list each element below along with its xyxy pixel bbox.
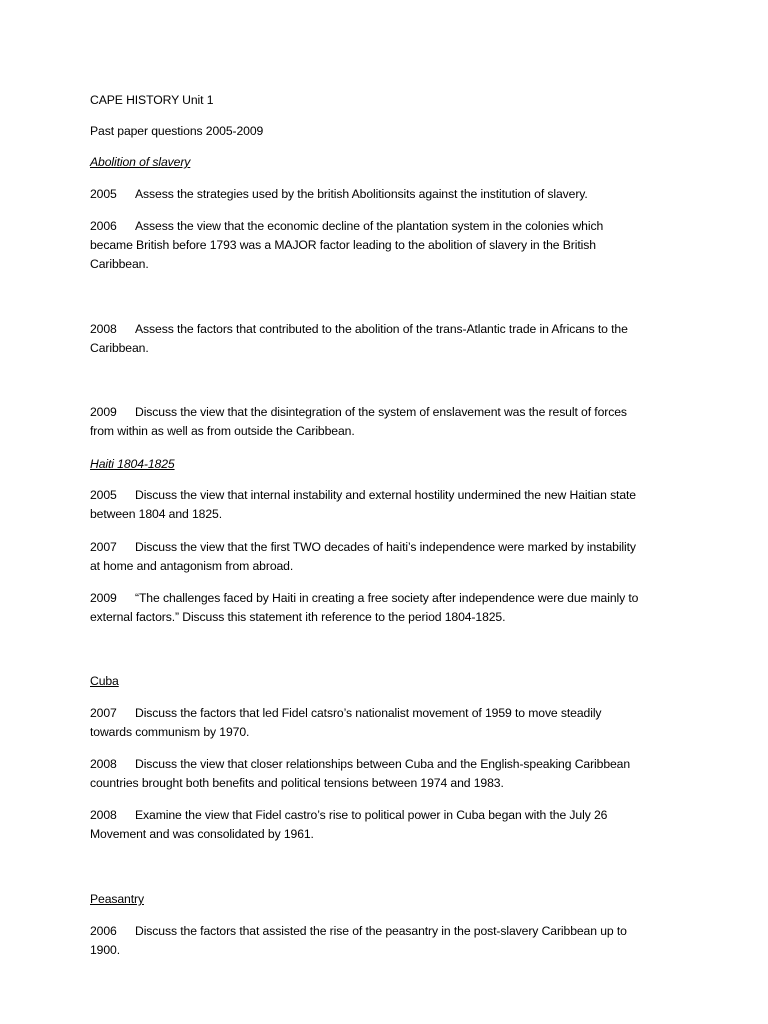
question-line <box>90 218 603 234</box>
question-text: Assess the factors that contributed to the abolition of the trans-Atlantic trade in Africans to the <box>135 322 628 336</box>
question-text: “The challenges faced by Haiti in creating a free society after independence were due mainly to <box>135 591 639 605</box>
question-line <box>90 404 627 420</box>
section-heading-haiti: Haiti 1804-1825 <box>90 457 175 471</box>
question-text: Discuss the factors that led Fidel catsro’s nationalist movement of 1959 to move steadily <box>135 706 602 720</box>
question-line <box>90 923 627 939</box>
question-text: Discuss the view that the first TWO decades of haiti’s independence were marked by instability <box>135 540 636 554</box>
question-text: Movement and was consolidated by 1961. <box>90 827 314 841</box>
question-text: Discuss the view that the disintegration of the system of enslavement was the result of forces <box>135 405 627 419</box>
question-year: 2009 <box>90 591 117 605</box>
question-text: became British before 1793 was a MAJOR factor leading to the abolition of slavery in the British <box>90 238 596 252</box>
question-text: between 1804 and 1825. <box>90 507 222 521</box>
question-text: Assess the strategies used by the british Abolitionsits against the institution of slavery. <box>135 187 588 201</box>
question-year: 2007 <box>90 706 117 720</box>
question-year: 2009 <box>90 405 117 419</box>
section-heading-abolition: Abolition of slavery <box>90 155 191 169</box>
question-text: Discuss the view that internal instability and external hostility undermined the new Haitian state <box>135 488 636 502</box>
question-text: external factors.” Discuss this statement ith reference to the period 1804-1825. <box>90 610 506 624</box>
question-line <box>90 590 638 606</box>
question-line <box>90 186 588 202</box>
question-line <box>90 756 630 772</box>
document-subtitle: Past paper questions 2005-2009 <box>90 124 264 138</box>
question-line <box>90 321 628 337</box>
question-text: Caribbean. <box>90 341 149 355</box>
question-year: 2005 <box>90 187 117 201</box>
question-text: countries brought both benefits and political tensions between 1974 and 1983. <box>90 776 504 790</box>
question-line <box>90 807 607 823</box>
section-heading-peasantry: Peasantry <box>90 892 144 906</box>
question-year: 2007 <box>90 540 117 554</box>
question-text: Examine the view that Fidel castro’s rise to political power in Cuba began with the July 26 <box>135 808 608 822</box>
question-text: at home and antagonism from abroad. <box>90 559 294 573</box>
question-text: 1900. <box>90 943 120 957</box>
question-text: Discuss the view that closer relationships between Cuba and the English-speaking Caribbean <box>135 757 631 771</box>
section-heading-cuba: Cuba <box>90 674 119 688</box>
question-line <box>90 705 601 721</box>
question-text: towards communism by 1970. <box>90 725 250 739</box>
question-text: Caribbean. <box>90 257 149 271</box>
question-year: 2008 <box>90 808 117 822</box>
question-year: 2006 <box>90 924 117 938</box>
question-year: 2005 <box>90 488 117 502</box>
document-title: CAPE HISTORY Unit 1 <box>90 93 214 107</box>
question-line <box>90 487 636 503</box>
question-year: 2008 <box>90 322 117 336</box>
question-year: 2008 <box>90 757 117 771</box>
question-year: 2006 <box>90 219 117 233</box>
question-line <box>90 539 636 555</box>
question-text: from within as well as from outside the Caribbean. <box>90 424 355 438</box>
question-text: Discuss the factors that assisted the rise of the peasantry in the post-slavery Caribbean up to <box>135 924 627 938</box>
question-text: Assess the view that the economic decline of the plantation system in the colonies which <box>135 219 604 233</box>
